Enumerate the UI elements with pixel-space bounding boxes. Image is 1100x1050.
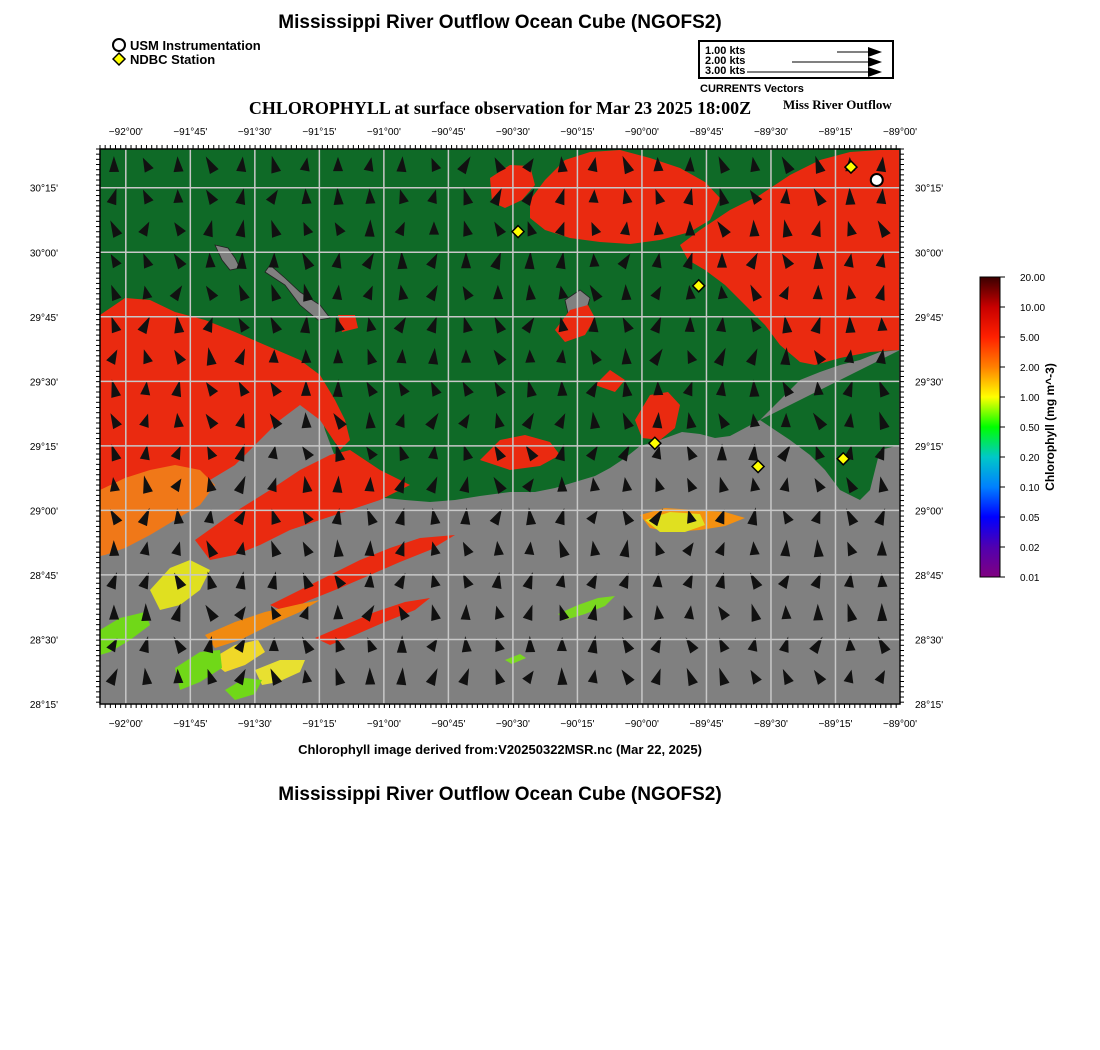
lon-tick-label: −89°15' xyxy=(818,127,853,138)
lat-tick-label: 28°45' xyxy=(915,570,944,582)
lon-labels-top xyxy=(109,127,917,138)
lon-tick-label: −92°00' xyxy=(108,719,143,730)
colorbar-tick-label: 0.10 xyxy=(1020,483,1040,494)
lon-tick-label: −91°45' xyxy=(173,719,208,730)
lat-tick-label: 30°15' xyxy=(915,183,944,195)
colorbar-tick-label: 0.50 xyxy=(1020,423,1040,434)
colorbar-label: Chlorophyll (mg m^-3) xyxy=(1043,363,1057,491)
lat-labels-right xyxy=(915,184,943,711)
lon-tick-label: −89°30' xyxy=(753,719,788,730)
lon-tick-label: −90°00' xyxy=(624,719,659,730)
lat-tick-label: 28°45' xyxy=(29,570,58,582)
usm-legend-label: USM Instrumentation xyxy=(130,38,261,53)
lon-tick-label: −90°45' xyxy=(431,127,466,138)
colorbar-tick-label: 0.20 xyxy=(1020,453,1040,464)
lat-tick-label: 29°00' xyxy=(29,506,58,518)
lon-tick-label: −90°15' xyxy=(560,127,595,138)
lat-tick-label: 28°15' xyxy=(29,700,58,711)
lon-labels-bottom xyxy=(109,719,917,730)
lon-tick-label: −91°30' xyxy=(237,127,272,138)
lat-tick-label: 29°45' xyxy=(29,312,58,324)
chlorophyll-colorbar xyxy=(970,265,1080,595)
colorbar-tick-label: 5.00 xyxy=(1020,333,1040,344)
lat-tick-label: 29°15' xyxy=(915,441,944,453)
lat-tick-label: 29°00' xyxy=(915,506,944,518)
colorbar-tick-label: 10.00 xyxy=(1020,303,1046,314)
lon-tick-label: −91°30' xyxy=(237,719,272,730)
source-caption: Chlorophyll image derived from:V20250322MSR.nc (Mar 22, 2025) xyxy=(298,742,702,757)
lon-tick-label: −90°00' xyxy=(624,127,659,138)
lon-tick-label: −91°45' xyxy=(173,127,208,138)
lon-tick-label: −89°15' xyxy=(818,719,853,730)
vector-scale-label: 1.00 kts xyxy=(705,45,746,57)
colorbar-tick-label: 1.00 xyxy=(1020,393,1040,404)
lat-tick-label: 30°00' xyxy=(915,248,944,260)
second-title: Mississippi River Outflow Ocean Cube (NGOFS2) xyxy=(278,784,722,805)
lon-tick-label: −91°00' xyxy=(366,127,401,138)
lat-tick-label: 28°30' xyxy=(915,635,944,647)
vector-scale-label: 3.00 kts xyxy=(705,65,746,77)
colorbar-tick-label: 2.00 xyxy=(1020,363,1040,374)
lon-tick-label: −89°45' xyxy=(689,719,724,730)
lon-tick-label: −91°15' xyxy=(302,127,337,138)
lon-tick-label: −90°30' xyxy=(495,127,530,138)
lon-tick-label: −91°00' xyxy=(366,719,401,730)
lat-tick-label: 29°30' xyxy=(915,377,944,389)
lon-tick-label: −91°15' xyxy=(302,719,337,730)
lon-tick-label: −90°15' xyxy=(560,719,595,730)
lat-tick-label: 30°15' xyxy=(29,183,58,195)
lon-tick-label: −89°45' xyxy=(689,127,724,138)
lat-tick-label: 30°00' xyxy=(29,248,58,260)
colorbar-tick-label: 0.01 xyxy=(1020,573,1040,584)
lat-tick-label: 28°15' xyxy=(915,700,944,711)
page-title: Mississippi River Outflow Ocean Cube (NGOFS2) xyxy=(278,12,722,33)
colorbar-tick-label: 20.00 xyxy=(1020,273,1046,284)
lat-tick-label: 29°45' xyxy=(915,312,944,324)
lat-tick-label: 28°30' xyxy=(29,635,58,647)
region-label: Miss River Outflow xyxy=(783,97,892,112)
lon-tick-label: −89°00' xyxy=(883,719,917,730)
lon-tick-label: −89°00' xyxy=(883,127,917,138)
lon-tick-label: −90°30' xyxy=(495,719,530,730)
currents-vectors-label: CURRENTS Vectors xyxy=(700,83,804,95)
ndbc-legend-label: NDBC Station xyxy=(130,52,216,67)
lat-labels-left xyxy=(30,184,58,711)
lat-tick-label: 29°30' xyxy=(29,377,58,389)
colorbar-tick-label: 0.02 xyxy=(1020,543,1040,554)
lon-tick-label: −89°30' xyxy=(753,127,788,138)
colorbar-ticks xyxy=(1000,273,1045,584)
map-subtitle: CHLOROPHYLL at surface observation for Mar 23 2025 18:00Z xyxy=(248,98,752,118)
vector-scale-label: 2.00 kts xyxy=(705,55,746,67)
lat-tick-label: 29°15' xyxy=(29,441,58,453)
lon-tick-label: −92°00' xyxy=(108,127,143,138)
lon-tick-label: −90°45' xyxy=(431,719,466,730)
colorbar-tick-label: 0.05 xyxy=(1020,513,1040,524)
usm-station-marker xyxy=(871,174,883,186)
colorbar-ramp xyxy=(980,277,1000,577)
